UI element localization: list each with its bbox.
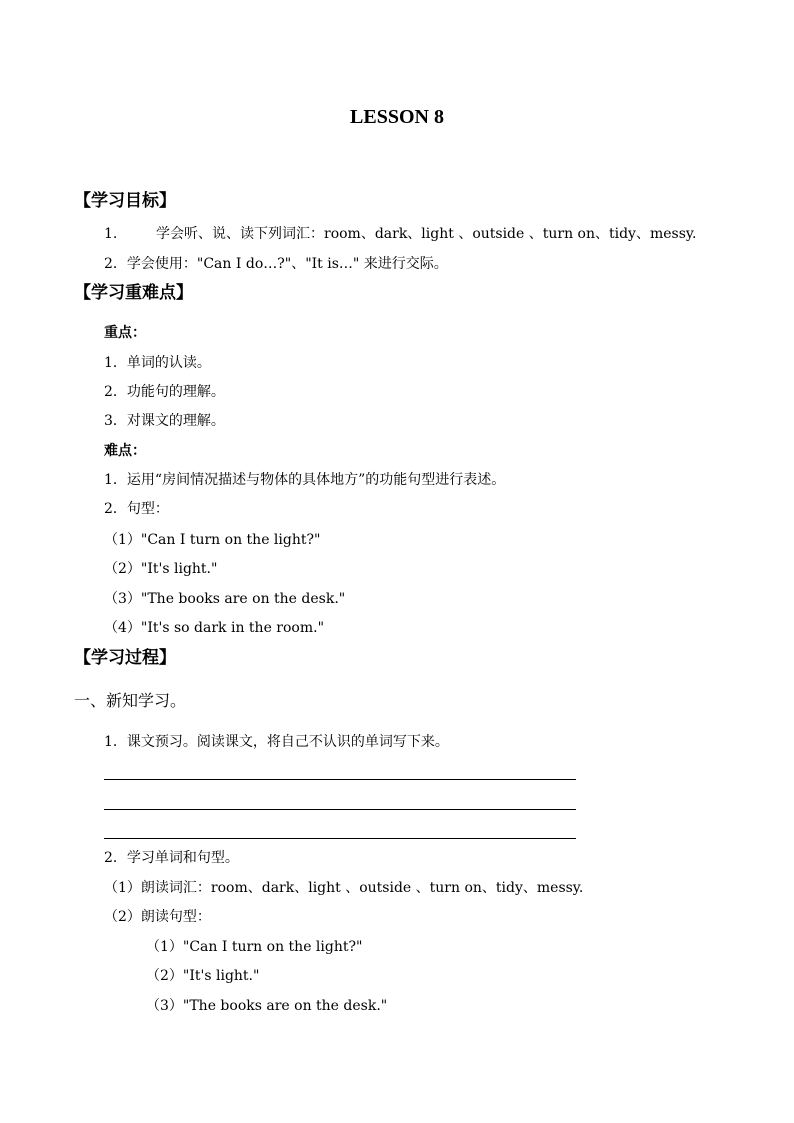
key-points-heading: 【学习重难点】 (74, 283, 193, 303)
key-item: 1．单词的认读。 (104, 355, 211, 371)
vocab-item: （1）朗读词汇：room、dark、light 、outside 、turn on、tidy、messy. (104, 880, 584, 896)
difficulty-label: 难点： (104, 443, 146, 459)
goal-item-1-number: 1. (104, 226, 118, 242)
sentence-pattern: （1）"Can I turn on the light?" (104, 532, 321, 548)
key-label: 重点： (104, 325, 146, 341)
step-2: 2．学习单词和句型。 (104, 850, 239, 866)
sentence-pattern: （4）"It's so dark in the room." (104, 620, 325, 636)
pattern-item: （3）"The books are on the desk." (146, 998, 388, 1014)
answer-line[interactable] (104, 838, 576, 839)
sentence-pattern: （3）"The books are on the desk." (104, 591, 346, 607)
section-heading: 一、新知学习。 (74, 691, 187, 710)
pattern-item: （2）"It's light." (146, 968, 260, 984)
step-1: 1．课文预习。阅读课文，将自己不认识的单词写下来。 (104, 734, 449, 750)
page-title: LESSON 8 (350, 106, 444, 128)
difficulty-item: 1．运用“房间情况描述与物体的具体地方”的功能句型进行表述。 (104, 472, 506, 488)
goal-item-2: 2．学会使用："Can I do…?"、"It is…" 来进行交际。 (104, 256, 448, 272)
process-heading: 【学习过程】 (74, 648, 176, 668)
key-item: 2．功能句的理解。 (104, 384, 225, 400)
difficulty-item: 2．句型： (104, 501, 169, 517)
patterns-label: （2）朗读句型： (104, 909, 211, 925)
key-item: 3．对课文的理解。 (104, 413, 225, 429)
answer-line[interactable] (104, 809, 576, 810)
sentence-pattern: （2）"It's light." (104, 561, 218, 577)
goals-heading: 【学习目标】 (74, 191, 176, 211)
answer-line[interactable] (104, 779, 576, 780)
pattern-item: （1）"Can I turn on the light?" (146, 939, 363, 955)
goal-item-1: 学会听、说、读下列词汇：room、dark、light 、outside 、turn on、tidy、messy. (156, 226, 697, 242)
